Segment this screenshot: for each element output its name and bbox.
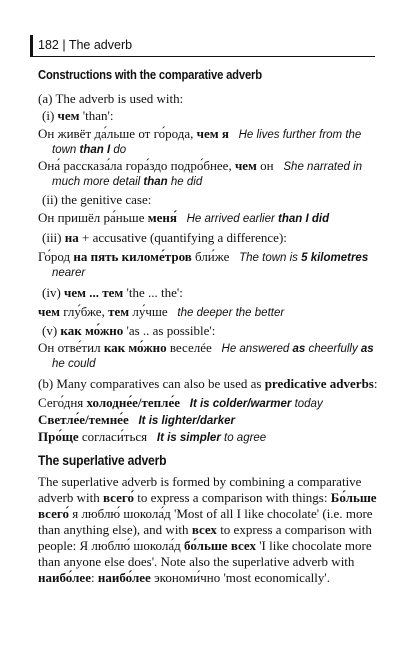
- para-line-3: всего́ я люблю́ шокола́д 'Most of all I like chocolate' (i.e. more: [38, 506, 373, 521]
- example-5: чем глу́бже, тем лу́чше the deeper the better: [38, 304, 285, 319]
- example-6: Он отве́тил как мо́жно веселée He answered as cheerfully as: [38, 340, 374, 355]
- section-title-superlative: The superlative adverb: [38, 453, 167, 468]
- header-text: 182 | The adverb: [38, 38, 133, 52]
- point-i: (i) чем 'than':: [42, 108, 114, 123]
- running-header: [30, 36, 132, 54]
- example-2: Она́ рассказа́ла гора́здо подро́бнее, чем он She narrated in: [38, 158, 363, 173]
- point-b: (b) Many comparatives can also be used as predicative adverbs:: [38, 376, 378, 391]
- para-line-6: than anyone else does'. Note also the superlative adverb with: [38, 554, 355, 569]
- para-line-7: наибо́лее: наибо́лее экономи́чно 'most economically'.: [38, 570, 330, 585]
- header-rule: [30, 56, 375, 57]
- point-iii: (iii) на + accusative (quantifying a difference):: [42, 230, 287, 245]
- point-ii: (ii) the genitive case:: [42, 192, 152, 207]
- example-6-cont: he could: [52, 358, 96, 370]
- point-v: (v) как мо́жно 'as .. as possible':: [42, 323, 216, 338]
- point-a: (a) The adverb is used with:: [38, 91, 184, 106]
- example-9: Про́ще согласи́ться It is simpler to agree: [38, 429, 267, 444]
- para-line-4: than anything else), and with всех to express a comparison with: [38, 522, 372, 537]
- example-7: Сего́дня холодне́е/тепле́е It is colder/warmer today: [38, 395, 323, 410]
- example-2-cont: much more detail than he did: [52, 176, 203, 188]
- running-title: The adverb: [68, 38, 133, 52]
- example-4-cont: nearer: [52, 267, 86, 279]
- example-8: Светле́е/темне́е It is lighter/darker: [38, 412, 235, 427]
- para-line-5: people: Я люблю́ шокола́д бо́льше всех 'I like chocolate more: [38, 538, 372, 553]
- example-1: Он живёт да́льше от го́рода, чем я He lives further from the: [38, 126, 362, 141]
- header-bar: [30, 35, 33, 57]
- example-4: Го́род на пять киломе́тров бли́же The town is 5 kilometres: [38, 249, 369, 264]
- example-1-cont: town than I do: [52, 144, 127, 156]
- section-title-comparative: Constructions with the comparative adverb: [38, 68, 262, 82]
- example-3: Он пришёл ра́ньше меня́ He arrived earlier than I did: [38, 210, 330, 225]
- point-iv: (iv) чем ... тем 'the ... the':: [42, 285, 183, 300]
- para-line-2: adverb with всего́ to express a comparison with things: Бо́льше: [38, 490, 377, 505]
- page-number: 182: [38, 38, 59, 52]
- para-line-1: The superlative adverb is formed by combining a comparative: [38, 474, 362, 489]
